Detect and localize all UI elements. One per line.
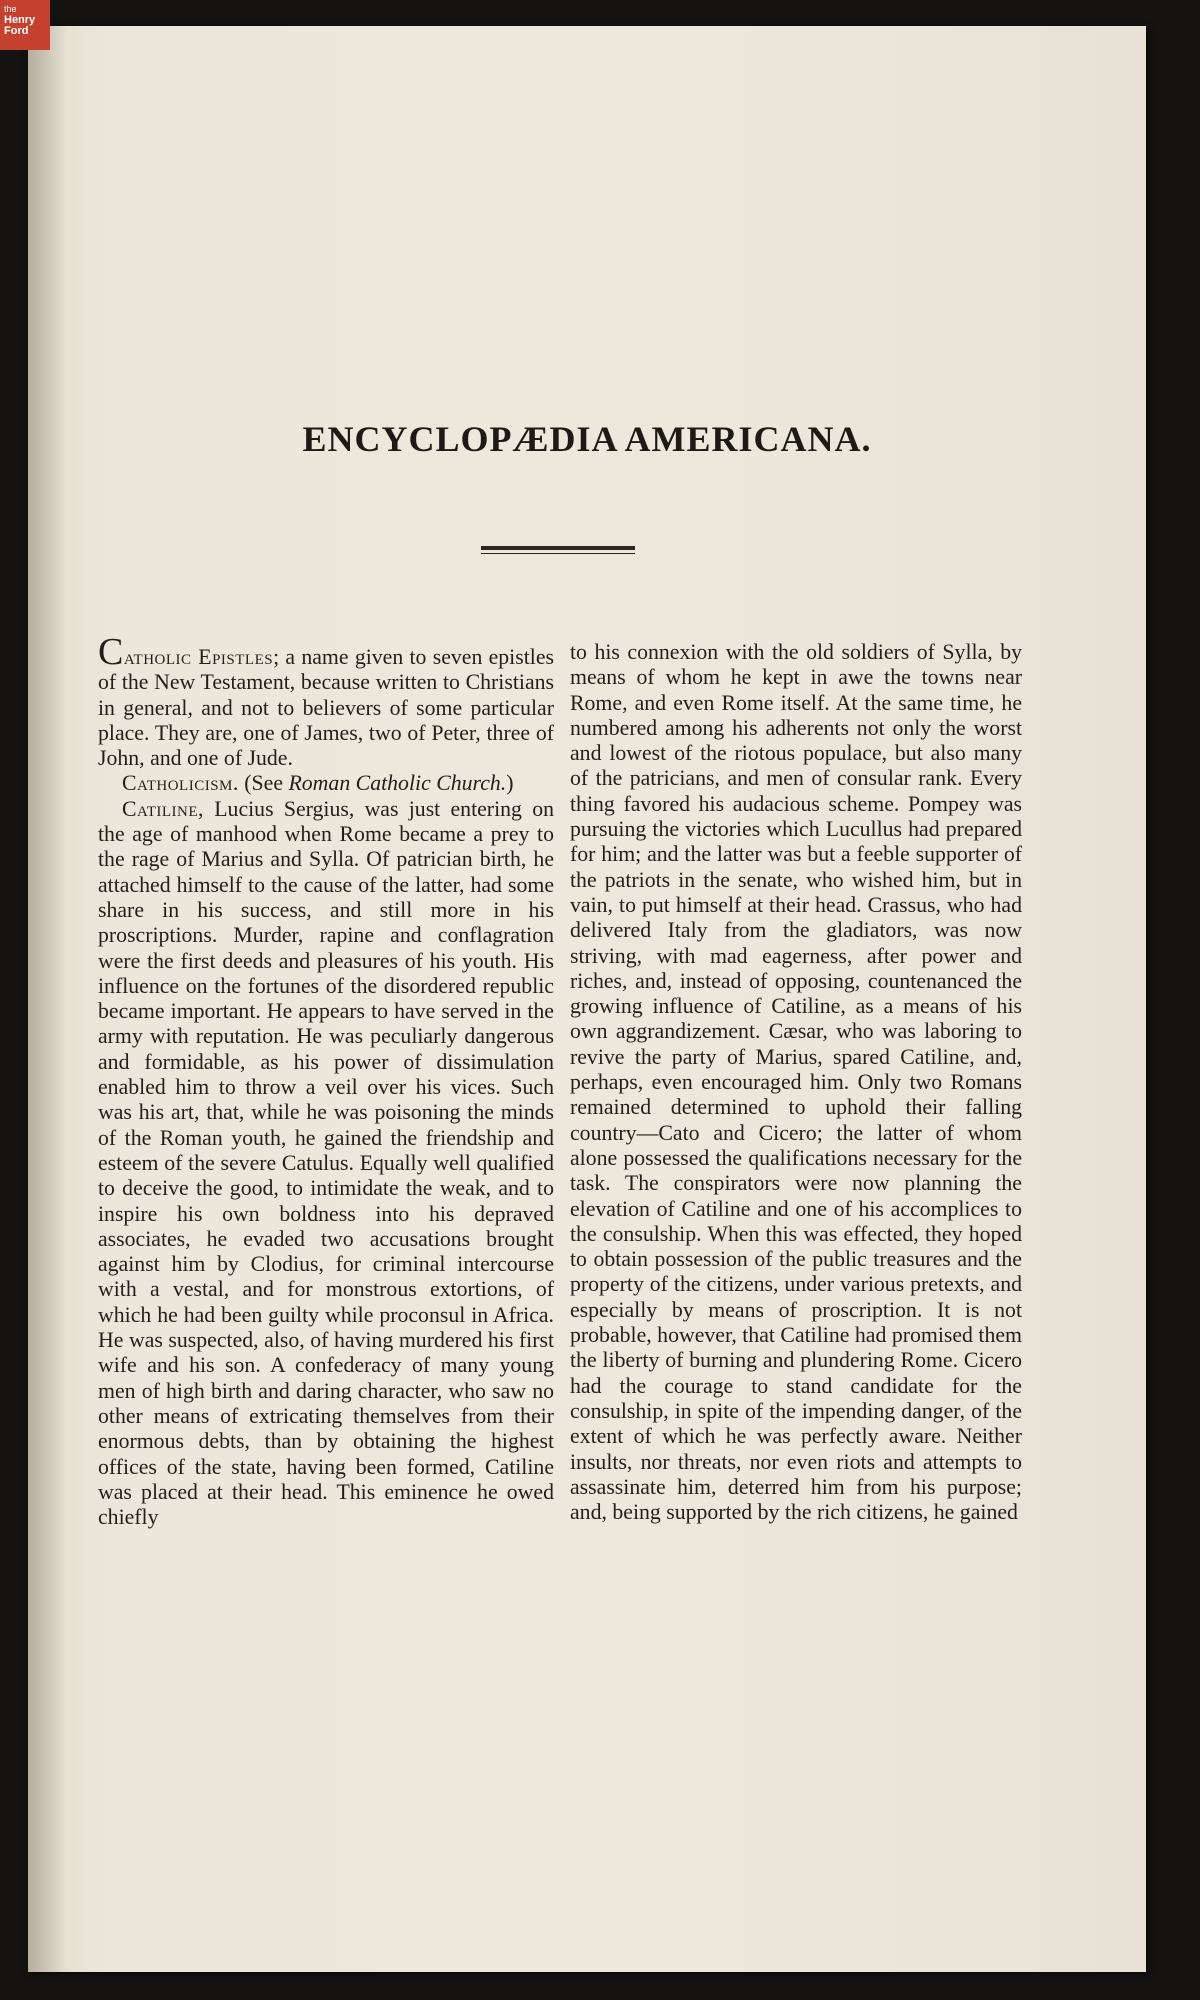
logo-line-3: Ford: [4, 25, 29, 37]
ref-close: ): [506, 771, 514, 796]
logo-line-2: Henry: [4, 14, 36, 26]
title-rule-thick: [481, 546, 635, 550]
entry-catiline-continued: to his connexion with the old soldiers of Sylla, by means of whom he kept in awe the towns near Rome, and even Rome itself. At the same time, he numbered among his adherents not only the worst and lowest of the riotous populace, but also many of the patricians, and men of consular rank. Every thing favored his audacious scheme. Pompey was pursuing the victories which Lucullus had prepared for him; and the latter was but a feeble supporter of the patriots in the senate, who wished him, but in vain, to put himself at their head. Crassus, who had delivered Italy from the gladiators, was now striving, with mad eagerness, after power and riches, and, instead of opposing, countenanced the growing influence of Catiline, as a means of his own aggrandizement. Cæsar, who was laboring to revive the party of Marius, spared Catiline, and, perhaps, even encouraged him. Only two Romans remained determined to uphold their falling country—Cato and Cicero; the latter of whom alone possessed the qualifications necessary for the task. The conspirators were now planning the elevation of Catiline and one of his accomplices to the consulship. When this was effected, they hoped to obtain possession of the public treasures and the property of the citizens, under various pretexts, and especially by means of proscription. It is not probable, however, that Catiline had promised them the liberty of burning and plundering Rome. Cicero had the courage to stand candidate for the consulship, in spite of the impending danger, of the extent of which he was perfectly aware. Neither insults, nor threats, nor even riots and attempts to assassinate him, deterred him from his purpose; and, being supported by the rich citizens, he gained: [570, 640, 1022, 1525]
ref-open: (See: [238, 771, 289, 796]
drop-cap: C: [98, 631, 124, 673]
entry-catholicism: [98, 771, 554, 796]
entry-catiline: [98, 797, 554, 1531]
right-column: [570, 640, 1022, 1525]
cross-reference: Roman Catholic Church.: [288, 771, 507, 796]
book-page: [28, 26, 1146, 1972]
entry-heading-catholic-epistles: [98, 631, 274, 673]
entry-heading-catholicism: Catholicism.: [122, 771, 239, 796]
heading-text: atholic Epistles: [123, 645, 274, 669]
henry-ford-logo: [0, 0, 50, 50]
entry-body-catholic-epistles: ; a name given to seven epistles of the New Testament, because written to Christians in general, and not to believers of some particular place. They are, one of James, two of Peter, three of John, and one of Jude.: [98, 645, 554, 771]
page-title: ENCYCLOPÆDIA AMERICANA.: [302, 419, 872, 459]
logo-line-1: the: [4, 4, 17, 14]
title-rule-thin: [481, 553, 635, 554]
entry-heading-catiline: Catiline,: [122, 796, 204, 821]
entry-catholic-epistles: [98, 631, 554, 771]
left-column: [98, 631, 554, 1530]
entry-body-catiline: Lucius Sergius, was just entering on the age of manhood when Rome became a prey to the rage of Marius and Sylla. Of patrician birth, he attached himself to the cause of the latter, had some share in his success, and still more in his proscriptions. Murder, rapine and conflagration were the first deeds and pleasures of his youth. His influence on the fortunes of the disordered republic became important. He appears to have served in the army with reputation. He was peculiarly dangerous and formidable, as his power of dissimulation enabled him to throw a veil over his vices. Such was his art, that, while he was poisoning the minds of the Roman youth, he gained the friendship and esteem of the severe Catulus. Equally well qualified to deceive the good, to intimidate the weak, and to inspire his own boldness into his depraved associates, he evaded two accusations brought against him by Clodius, for criminal intercourse with a vestal, and for monstrous extortions, of which he had been guilty while proconsul in Africa. He was suspected, also, of having murdered his first wife and his son. A confederacy of many young men of high birth and daring character, who saw no other means of extricating themselves from their enormous debts, than by obtaining the highest offices of the state, having been formed, Catiline was placed at their head. This eminence he owed chiefly: [98, 796, 554, 1530]
